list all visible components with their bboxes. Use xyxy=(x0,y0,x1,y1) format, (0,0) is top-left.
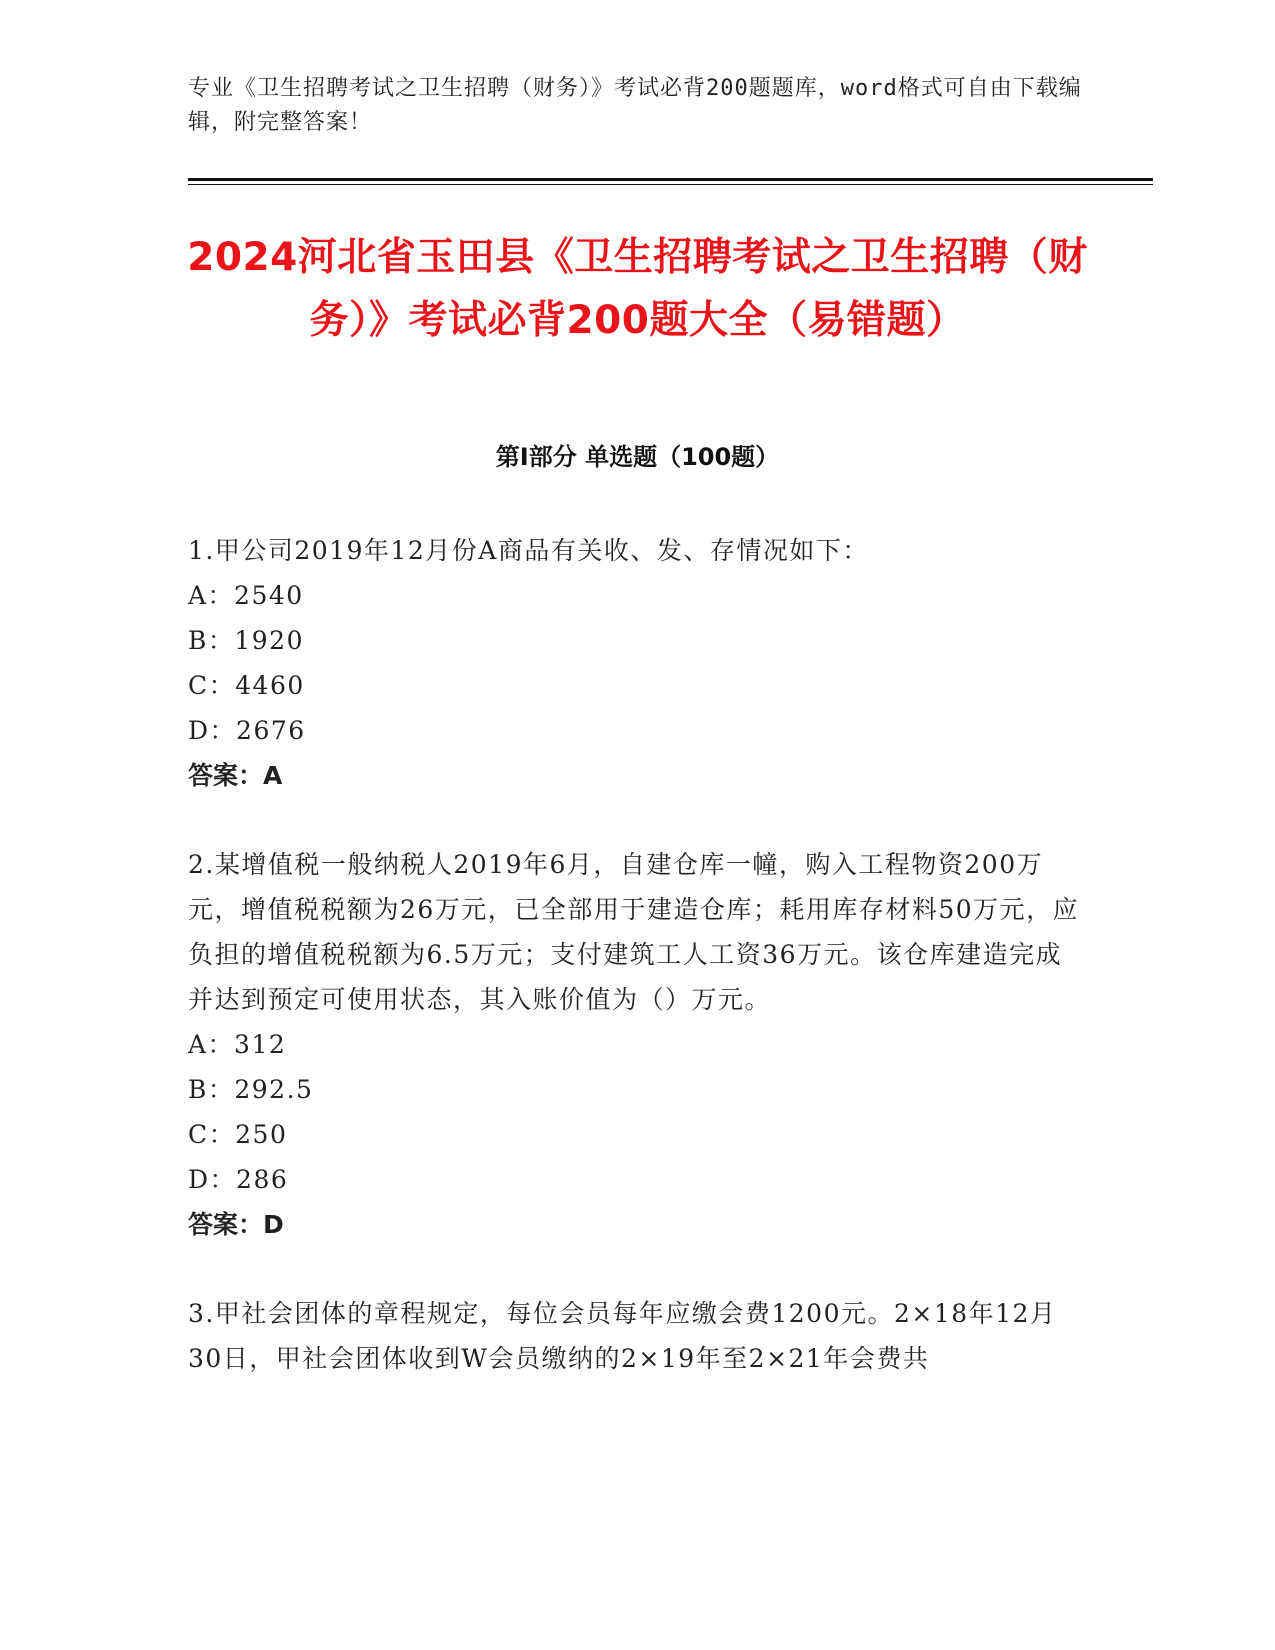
option-b: B：292.5 xyxy=(188,1075,314,1104)
answer-line: 答案：A xyxy=(188,761,283,790)
question-item xyxy=(188,842,1088,1247)
option-b: B：1920 xyxy=(188,626,304,655)
question-item xyxy=(188,528,1088,798)
section-heading: 第I部分 单选题（100题） xyxy=(495,443,780,471)
header-divider xyxy=(188,178,1153,181)
question-text: 1.甲公司2019年12月份A商品有关收、发、存情况如下： xyxy=(188,536,869,565)
header-divider-thin xyxy=(188,184,1153,185)
option-a: A：2540 xyxy=(188,581,304,610)
question-list xyxy=(188,528,1088,1425)
option-c: C：4460 xyxy=(188,671,305,700)
option-d: D：2676 xyxy=(188,716,306,745)
header-note: 专业《卫生招聘考试之卫生招聘（财务）》考试必背200题题库，word格式可自由下载编辑，附完整答案！ xyxy=(188,76,1082,135)
option-d: D：286 xyxy=(188,1165,289,1194)
answer-line: 答案：D xyxy=(188,1210,284,1239)
option-a: A：312 xyxy=(188,1030,287,1059)
question-item xyxy=(188,1291,1088,1381)
document-title: 2024河北省玉田县《卫生招聘考试之卫生招聘（财务）》考试必背200题大全（易错题） xyxy=(187,235,1088,343)
option-c: C：250 xyxy=(188,1120,288,1149)
question-text: 3.甲社会团体的章程规定，每位会员每年应缴会费1200元。2×18年12月30日，甲社会团体收到W会员缴纳的2×19年至2×21年会费共 xyxy=(188,1299,1057,1373)
question-text: 2.某增值税一般纳税人2019年6月，自建仓库一幢，购入工程物资200万元，增值税税额为26万元，已全部用于建造仓库；耗用库存材料50万元，应负担的增值税税额为6.5万元；支付建筑工人工资36万元。该仓库建造完成并达到预定可使用状态，其入账价值为（）万元。 xyxy=(188,850,1080,1014)
